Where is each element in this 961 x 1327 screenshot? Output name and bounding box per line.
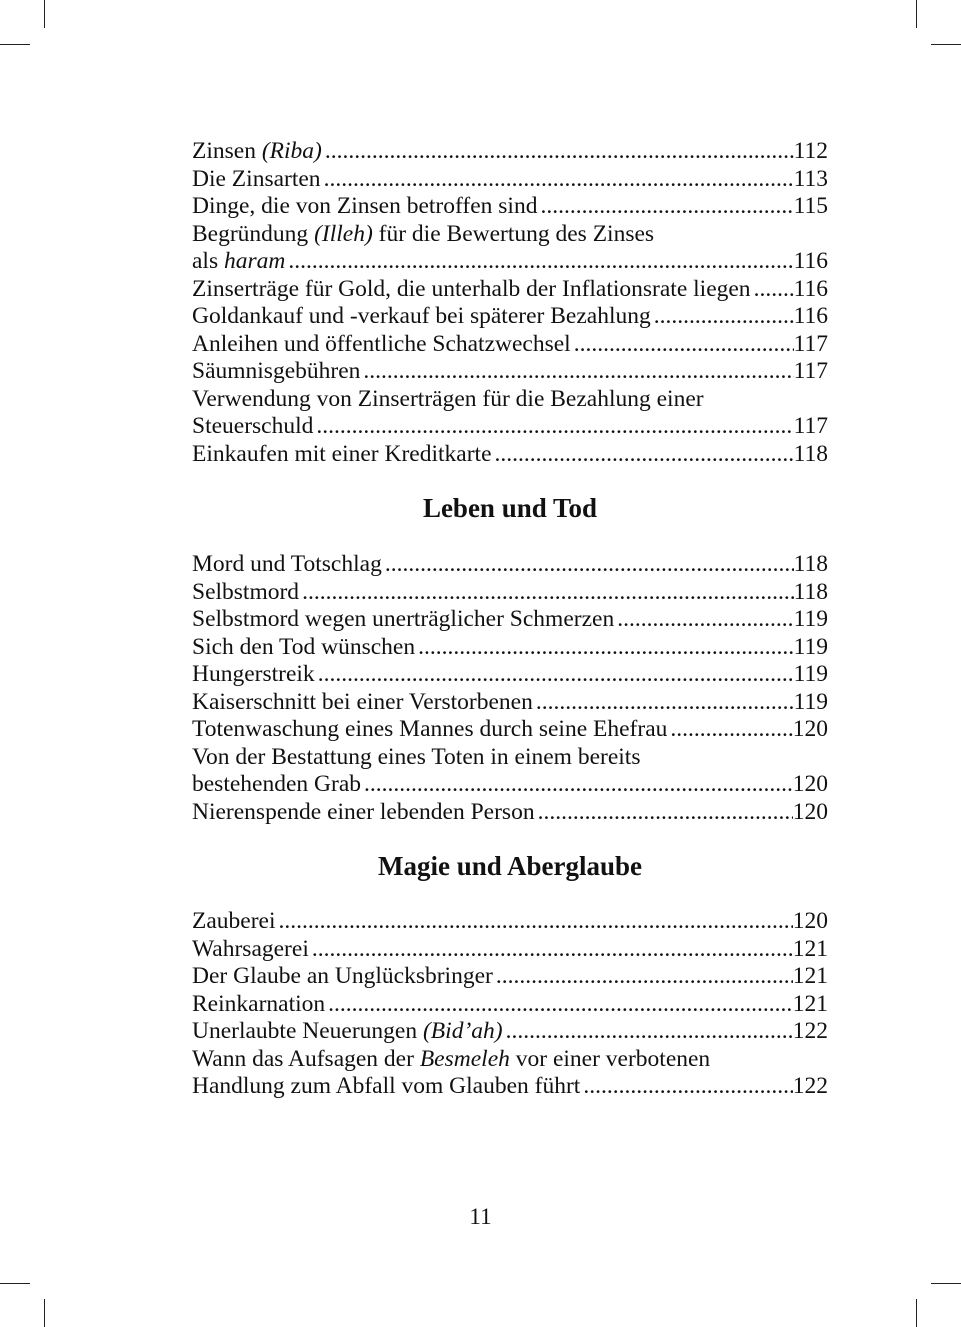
crop-mark: [44, 0, 45, 28]
toc-leader-dots: [318, 661, 794, 689]
toc-entry-title: [192, 221, 654, 249]
toc-entry-text: Kaiserschnitt bei einer Verstorbenen: [192, 688, 533, 715]
toc-entry[interactable]: [192, 689, 828, 717]
toc-entry-text: Verwendung von Zinserträgen für die Bezahlung einer: [192, 385, 704, 412]
toc-entry-text: Säumnisgebühren: [192, 358, 361, 384]
toc-page-number: 120: [792, 771, 828, 797]
toc-entry-title: [192, 386, 704, 414]
toc-entry-text: Selbstmord: [192, 578, 300, 605]
toc-entry[interactable]: [192, 386, 828, 414]
toc-page-number: 113: [793, 165, 828, 192]
toc-entry[interactable]: [192, 716, 828, 744]
toc-entry-text: Die Zinsarten: [192, 165, 321, 192]
toc-page-number: 120: [792, 798, 828, 825]
toc-leader-dots: [754, 276, 794, 304]
toc-page-number: 119: [793, 688, 828, 715]
toc-leader-dots: [495, 441, 794, 469]
toc-entry-title: [192, 799, 535, 827]
toc-entry[interactable]: [192, 221, 828, 249]
toc-leader-dots: [538, 799, 793, 827]
toc-entry-text: Einkaufen mit einer Kreditkarte: [192, 440, 492, 467]
toc-leader-dots: [574, 331, 794, 359]
toc-entry-text: Mord und Totschlag: [192, 551, 382, 577]
toc-leader-dots: [583, 1073, 792, 1101]
toc-entry-title: [192, 1046, 710, 1074]
toc-entry-title: [192, 166, 321, 194]
toc-entry-text: Steuerschuld: [192, 413, 314, 439]
toc-leader-dots: [496, 963, 793, 991]
toc-entry-text: Dinge, die von Zinsen betroffen sind: [192, 193, 538, 219]
toc-entry-text: Zinsen: [192, 138, 262, 164]
toc-entry[interactable]: [192, 661, 828, 689]
toc-entry-text: Unerlaubte Neuerungen: [192, 1018, 423, 1044]
toc-entry-text: Hungerstreik: [192, 661, 315, 687]
toc-leader-dots: [288, 248, 793, 276]
crop-mark: [916, 1299, 917, 1327]
toc-page-number: 119: [793, 661, 828, 687]
toc-entry-title: [192, 661, 315, 689]
toc-leader-dots: [536, 689, 794, 717]
toc-page-number: 116: [793, 303, 828, 329]
toc-entry-title: [192, 413, 313, 441]
toc-entry[interactable]: [192, 1018, 828, 1046]
toc-entry[interactable]: [192, 744, 828, 772]
toc-entry-title: [192, 358, 360, 386]
toc-entry[interactable]: [192, 193, 828, 221]
toc-entry-text: vor einer verbotenen: [509, 1045, 711, 1072]
toc-entry-text: Reinkarnation: [192, 990, 326, 1017]
crop-mark: [44, 1299, 45, 1327]
toc-entry-text: Zinserträge für Gold, die unterhalb der Inflationsrate liegen: [192, 275, 751, 302]
toc-page-number: 118: [793, 551, 828, 577]
crop-mark: [931, 44, 961, 45]
toc-entry[interactable]: [192, 248, 828, 276]
toc-entry[interactable]: [192, 303, 828, 331]
toc-entry[interactable]: [192, 276, 828, 304]
toc-leader-dots: [506, 1018, 793, 1046]
toc-leader-dots: [418, 634, 794, 662]
crop-mark: [0, 1283, 30, 1284]
toc-entry-text: Von der Bestattung eines Toten in einem bereits: [192, 743, 641, 770]
toc-leader-dots: [302, 579, 794, 607]
toc-entry-text: Wann das Aufsagen der: [192, 1045, 420, 1072]
toc-page-number: 116: [793, 248, 828, 274]
toc-entry-title: [192, 716, 667, 744]
toc-leader-dots: [312, 936, 793, 964]
toc-leader-dots: [325, 138, 794, 166]
toc-entry[interactable]: [192, 634, 828, 662]
toc-entry-text: Anleihen und öffentliche Schatzwechsel: [192, 330, 571, 357]
toc-entry-title: [192, 303, 651, 331]
toc-entry-text: als: [192, 248, 224, 274]
toc-entry-text: Goldankauf und -verkauf bei späterer Bezahlung: [192, 303, 651, 329]
toc-page-number: 116: [793, 275, 828, 302]
toc-entry-title: [192, 276, 751, 304]
toc-entry-title: [192, 771, 361, 799]
toc-entry-term-italic: (Bid’ah): [422, 1018, 503, 1044]
toc-entry-text: Zauberei: [192, 908, 276, 934]
toc-entry-text: Handlung zum Abfall vom Glauben führt: [192, 1073, 581, 1099]
toc-page-number: 121: [792, 990, 828, 1017]
toc-entry-text: Nierenspende einer lebenden Person: [192, 798, 535, 825]
toc-leader-dots: [540, 193, 793, 221]
toc-section-magie-und-aberglaube: [192, 908, 828, 1101]
toc-section-riba: [192, 138, 828, 468]
toc-page-number: 115: [793, 193, 828, 219]
toc-entry[interactable]: [192, 908, 828, 936]
toc-page-number: 119: [793, 633, 828, 660]
toc-entry[interactable]: [192, 963, 828, 991]
toc-page-number: 117: [793, 413, 828, 439]
toc-page-number: 120: [792, 716, 828, 742]
toc-entry[interactable]: [192, 771, 828, 799]
crop-mark: [931, 1283, 961, 1284]
toc-page-number: 120: [792, 908, 828, 934]
toc-entry[interactable]: [192, 579, 828, 607]
toc-leader-dots: [363, 358, 793, 386]
toc-entry-title: [192, 744, 640, 772]
toc-entry-title: [192, 441, 492, 469]
toc-entry[interactable]: [192, 1073, 828, 1101]
toc-page-number: 117: [793, 358, 828, 384]
toc-entry-text: Begründung: [192, 220, 315, 247]
toc-entry-title: [192, 579, 299, 607]
toc-leader-dots: [316, 413, 793, 441]
toc-entry[interactable]: [192, 1046, 828, 1074]
toc-leader-dots: [617, 606, 793, 634]
toc-entry[interactable]: [192, 166, 828, 194]
toc-entry-title: [192, 551, 382, 579]
section-heading-leben-und-tod: Leben und Tod: [422, 493, 598, 523]
toc-entry[interactable]: [192, 441, 828, 469]
toc-entry-title: [192, 606, 614, 634]
toc-entry-term-italic: (Riba): [261, 138, 322, 164]
toc-page-number: 121: [792, 935, 828, 962]
toc-entry-title: [192, 1073, 580, 1101]
toc-entry-text: für die Bewertung des Zinses: [372, 220, 655, 247]
toc-page-number: 121: [792, 963, 828, 989]
toc-entry-title: [192, 908, 276, 936]
toc-entry-title: [192, 991, 325, 1019]
toc-entry-text: Der Glaube an Unglücksbringer: [192, 963, 493, 989]
toc-page-number: 118: [793, 440, 828, 467]
toc-leader-dots: [654, 303, 794, 331]
section-heading-magie-und-aberglaube: Magie und Aberglaube: [377, 851, 643, 881]
crop-mark: [0, 44, 30, 45]
toc-entry-term-italic: haram: [223, 248, 286, 274]
toc-leader-dots: [364, 771, 793, 799]
toc-page-number: 119: [793, 606, 828, 632]
toc-entry-title: [192, 634, 415, 662]
toc-entry[interactable]: [192, 606, 828, 634]
toc-entry-title: [192, 963, 493, 991]
page-number: 11: [469, 1204, 492, 1229]
toc-leader-dots: [324, 166, 794, 194]
crop-mark: [916, 0, 917, 28]
toc-entry[interactable]: [192, 991, 828, 1019]
toc-entry-title: [192, 248, 285, 276]
toc-entry-title: [192, 331, 571, 359]
toc-leader-dots: [385, 551, 794, 579]
toc-entry-term-italic: (Illeh): [314, 220, 373, 247]
toc-entry[interactable]: [192, 799, 828, 827]
toc-page-number: 112: [793, 138, 828, 164]
toc-leader-dots: [279, 908, 793, 936]
toc-entry-title: [192, 936, 309, 964]
toc-entry[interactable]: [192, 331, 828, 359]
toc-entry-term-italic: Besmeleh: [419, 1045, 510, 1072]
toc-page-number: 122: [792, 1073, 828, 1099]
toc-section-leben-und-tod: [192, 551, 828, 826]
toc-entry-text: bestehenden Grab: [192, 771, 361, 797]
toc-entry[interactable]: [192, 551, 828, 579]
toc-entry-text: Selbstmord wegen unerträglicher Schmerzen: [192, 606, 615, 632]
toc-leader-dots: [328, 991, 793, 1019]
toc-entry[interactable]: [192, 413, 828, 441]
toc-entry[interactable]: [192, 138, 828, 166]
toc-entry[interactable]: [192, 358, 828, 386]
toc-entry-text: Sich den Tod wünschen: [192, 633, 416, 660]
toc-entry-text: Totenwaschung eines Mannes durch seine Ehefrau: [192, 716, 668, 742]
toc-leader-dots: [670, 716, 792, 744]
toc-entry-text: Wahrsagerei: [192, 935, 309, 962]
toc-entry-title: [192, 138, 322, 166]
toc-entry-title: [192, 689, 533, 717]
toc-page-number: 118: [793, 578, 828, 605]
toc-page-number: 117: [793, 330, 828, 357]
toc-entry-title: [192, 193, 537, 221]
toc-entry-title: [192, 1018, 503, 1046]
toc-page-number: 122: [792, 1018, 828, 1044]
toc-entry[interactable]: [192, 936, 828, 964]
